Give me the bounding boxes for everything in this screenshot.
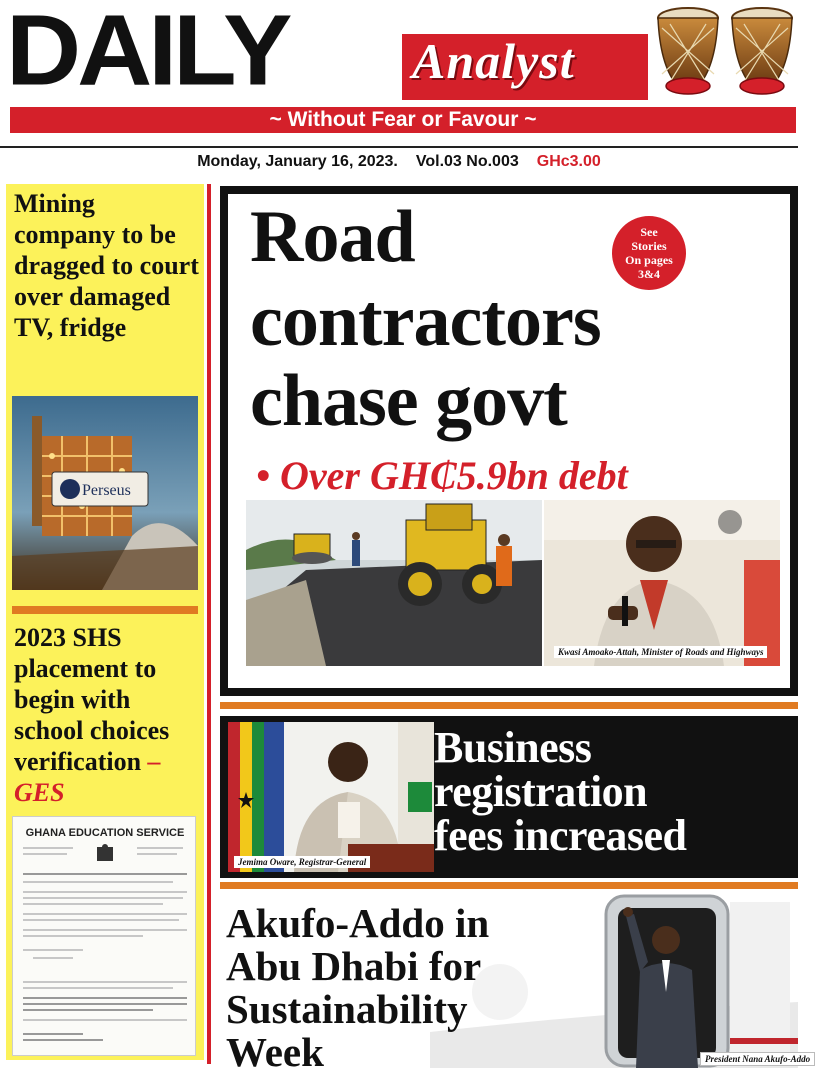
- road-construction-photo: [246, 500, 542, 666]
- minister-photo-caption: Kwasi Amoako-Attah, Minister of Roads and Highways: [554, 646, 767, 658]
- see-stories-line-2: Stories: [631, 239, 667, 253]
- lead-story-box[interactable]: [220, 186, 798, 696]
- masthead-title-daily: DAILY: [6, 0, 289, 107]
- masthead-title-analyst: Analyst: [412, 33, 575, 89]
- see-stories-badge[interactable]: [612, 216, 686, 290]
- issue-date: Monday, January 16, 2023.: [197, 153, 398, 170]
- akufo-headline-line-4: Week: [226, 1029, 324, 1075]
- akufo-headline-line-3: Sustainability: [226, 986, 468, 1032]
- sidebar-story-shs-headline[interactable]: [14, 622, 200, 808]
- see-stories-line-3: On pages: [625, 253, 673, 267]
- business-story-box[interactable]: [220, 716, 798, 878]
- issue-volume-number: [416, 153, 519, 171]
- akufo-addo-headline[interactable]: [226, 902, 489, 1074]
- issue-number: No.003: [466, 153, 519, 170]
- akufo-headline-line-2: Abu Dhabi for: [226, 943, 482, 989]
- issue-volume: Vol.03: [415, 153, 462, 170]
- slogan-bar: ~ Without Fear or Favour ~: [10, 107, 796, 133]
- talking-drums-icon: [652, 4, 798, 102]
- ghana-coat-of-arms-icon: [93, 843, 117, 865]
- lead-headline-line-2: contractors: [250, 280, 601, 362]
- see-stories-line-1: See: [640, 225, 658, 239]
- shs-headline-text: 2023 SHS placement to begin with school choices verification: [14, 623, 170, 776]
- registrar-general-photo: [228, 722, 434, 872]
- lead-headline-line-1: Road: [250, 196, 415, 278]
- business-headline-line-3: fees increased: [434, 811, 687, 860]
- business-headline-line-2: registration: [434, 767, 648, 816]
- column-divider: [207, 184, 211, 1064]
- masthead: [0, 0, 798, 140]
- see-stories-line-4: 3&4: [638, 267, 660, 281]
- lead-headline: [250, 196, 601, 442]
- minister-portrait-photo: [544, 500, 780, 666]
- lead-headline-line-3: chase govt: [250, 360, 567, 442]
- akufo-headline-line-1: Akufo-Addo in: [226, 900, 490, 946]
- dateline: [0, 146, 798, 176]
- sidebar-orange-rule: [12, 606, 198, 614]
- issue-price: GHc3.00: [536, 153, 601, 170]
- shs-headline-source: – GES: [14, 747, 161, 807]
- business-headline: [434, 723, 687, 860]
- perseus-sign-text: Perseus: [82, 482, 131, 499]
- president-photo-caption: President Nana Akufo-Addo: [700, 1052, 815, 1066]
- lead-subheadline: • Over GH₵5.9bn debt: [256, 453, 628, 498]
- sidebar-column: [6, 184, 204, 1060]
- mining-plant-photo: [12, 396, 198, 590]
- orange-band-2: [220, 882, 798, 889]
- ges-press-release-document: [12, 816, 196, 1056]
- orange-band-1: [220, 702, 798, 709]
- registrar-photo-caption: Jemima Oware, Registrar-General: [234, 856, 370, 868]
- ges-document-title: GHANA EDUCATION SERVICE: [25, 827, 185, 839]
- business-headline-line-1: Business: [434, 723, 592, 772]
- sidebar-story-mining-headline[interactable]: Mining company to be dragged to court over damaged TV, fridge: [14, 189, 199, 342]
